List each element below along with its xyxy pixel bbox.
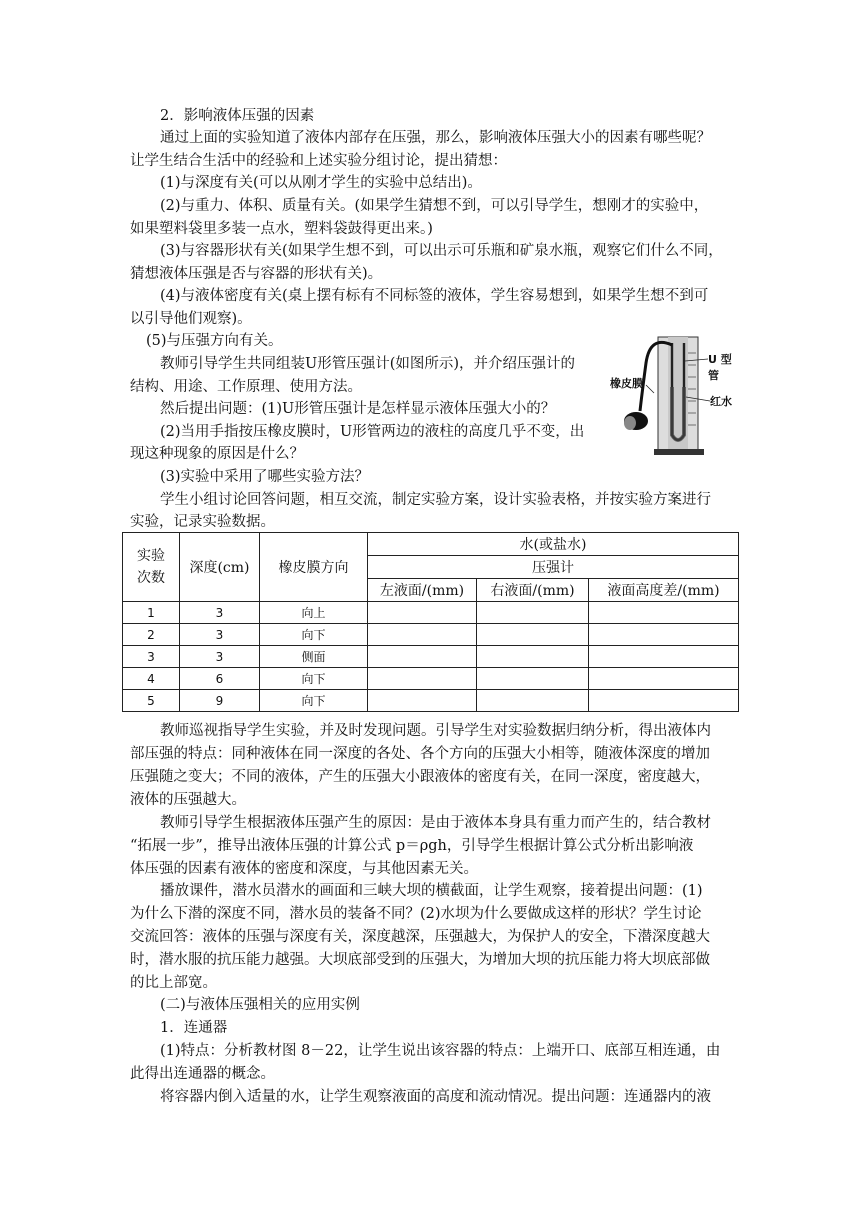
header-depth: 深度(cm): [180, 533, 260, 602]
cell-empty: [368, 624, 477, 646]
paragraph-line: (1)与深度有关(可以从刚才学生的实验中总结出)。: [160, 175, 482, 191]
paragraph-line: 教师引导学生共同组装U形管压强计(如图所示)，并介绍压强计的: [160, 356, 576, 372]
header-trial-count: 实验次数: [123, 533, 180, 602]
cell-depth: 3: [180, 624, 260, 646]
section-heading: 2．影响液体压强的因素: [160, 108, 315, 124]
table-row: [123, 602, 739, 624]
cell-direction: 向下: [260, 668, 368, 690]
paragraph-line: 液体的压强越大。: [130, 792, 246, 808]
cell-empty: [477, 602, 589, 624]
cell-empty: [477, 690, 589, 712]
paragraph-line: (4)与液体密度有关(桌上摆有标有不同标签的液体，学生容易想到，如果学生想不到可: [160, 288, 709, 304]
cell-empty: [368, 646, 477, 668]
paragraph-line: 为什么下潜的深度不同，潜水员的装备不同？(2)水坝为什么要做成这样的形状？学生讨论: [130, 906, 702, 922]
paragraph-line: 压强随之变大；不同的液体，产生的压强大小跟液体的密度有关，在同一深度，密度越大，: [130, 769, 710, 785]
cell-empty: [368, 668, 477, 690]
subsection-heading: (二)与液体压强相关的应用实例: [160, 997, 360, 1013]
header-membrane-direction: 橡皮膜方向: [260, 533, 368, 602]
cell-empty: [589, 624, 739, 646]
table-row: [123, 646, 739, 668]
cell-empty: [589, 690, 739, 712]
cell-depth: 9: [180, 690, 260, 712]
paragraph-line: “拓展一步”，推导出液体压强的计算公式 p＝ρgh，引导学生根据计算公式分析出影响液: [130, 838, 694, 854]
cell-direction: 侧面: [260, 646, 368, 668]
cell-depth: 6: [180, 668, 260, 690]
paragraph-line: 实验，记录实验数据。: [130, 514, 275, 530]
paragraph-line: 教师引导学生根据液体压强产生的原因：是由于液体本身具有重力而产生的，结合教材: [160, 815, 711, 831]
paragraph-line: 交流回答：液体的压强与深度有关，深度越深，压强越大，为保护人的安全，下潜深度越大: [130, 929, 710, 945]
paragraph-line: 时，潜水服的抗压能力越强。大坝底部受到的压强大，为增加大坝的抗压能力将大坝底部做: [130, 952, 710, 968]
u-tube-label: U 型管: [708, 353, 732, 382]
paragraph-line: 如果塑料袋里多装一点水，塑料袋鼓得更出来。): [130, 221, 433, 237]
cell-trial: 4: [123, 668, 180, 690]
header-right-level: 右液面/(mm): [477, 579, 589, 602]
paragraph-line: (3)实验中采用了哪些实验方法？: [160, 469, 370, 485]
cell-empty: [589, 646, 739, 668]
header-liquid: 水(或盐水): [368, 533, 739, 556]
cell-trial: 5: [123, 690, 180, 712]
paragraph-line: 猜想液体压强是否与容器的形状有关)。: [130, 266, 383, 282]
red-water-label: 红水: [710, 395, 732, 408]
paragraph-line: 播放课件，潜水员潜水的画面和三峡大坝的横截面，让学生观察，接着提出问题：(1): [160, 883, 703, 899]
paragraph-line: (1)特点：分析教材图 8－22，让学生说出该容器的特点：上端开口、底部互相连通，由: [160, 1043, 721, 1059]
cell-empty: [589, 668, 739, 690]
paragraph-line: 体压强的因素有液体的密度和深度，与其他因素无关。: [130, 861, 478, 877]
paragraph-line: 结构、用途、工作原理、使用方法。: [130, 379, 362, 395]
paragraph-line: 让学生结合生活中的经验和上述实验分组讨论，提出猜想：: [130, 153, 507, 169]
paragraph-line: (5)与压强方向有关。: [146, 333, 283, 349]
paragraph-line: (2)与重力、体积、质量有关。(如果学生猜想不到，可以引导学生，想刚才的实验中，: [160, 198, 709, 214]
u-tube-manometer-figure: [610, 333, 738, 457]
cell-direction: 向下: [260, 624, 368, 646]
header-gauge: 压强计: [368, 556, 739, 579]
cell-empty: [589, 602, 739, 624]
membrane-label: 橡皮膜: [610, 377, 643, 390]
paragraph-line: 现这种现象的原因是什么？: [130, 446, 304, 462]
paragraph-line: 学生小组讨论回答问题，相互交流，制定实验方案，设计实验表格，并按实验方案进行: [160, 492, 711, 508]
subsection-heading: 1．连通器: [160, 1020, 228, 1036]
table-row: [123, 624, 739, 646]
cell-empty: [477, 624, 589, 646]
paragraph-line: 此得出连通器的概念。: [130, 1066, 275, 1082]
paragraph-line: (3)与容器形状有关(如果学生想不到，可以出示可乐瓶和矿泉水瓶，观察它们什么不同，: [160, 243, 723, 259]
table-row: [123, 690, 739, 712]
cell-empty: [368, 602, 477, 624]
paragraph-line: 的比上部宽。: [130, 975, 217, 991]
cell-empty: [477, 646, 589, 668]
cell-direction: 向上: [260, 602, 368, 624]
cell-empty: [477, 668, 589, 690]
paragraph-line: 然后提出问题：(1)U形管压强计是怎样显示液体压强大小的？: [160, 401, 556, 417]
cell-trial: 3: [123, 646, 180, 668]
paragraph-line: 通过上面的实验知道了液体内部存在压强，那么，影响液体压强大小的因素有哪些呢？: [160, 130, 711, 146]
header-level-difference: 液面高度差/(mm): [589, 579, 739, 602]
cell-trial: 1: [123, 602, 180, 624]
paragraph-line: 教师巡视指导学生实验，并及时发现问题。引导学生对实验数据归纳分析，得出液体内: [160, 723, 711, 739]
cell-depth: 3: [180, 646, 260, 668]
cell-direction: 向下: [260, 690, 368, 712]
cell-trial: 2: [123, 624, 180, 646]
paragraph-line: 将容器内倒入适量的水，让学生观察液面的高度和流动情况。提出问题：连通器内的液: [160, 1089, 711, 1105]
cell-depth: 3: [180, 602, 260, 624]
experiment-record-table: [122, 532, 739, 712]
paragraph-line: 部压强的特点：同种液体在同一深度的各处、各个方向的压强大小相等，随液体深度的增加: [130, 746, 710, 762]
paragraph-line: 以引导他们观察)。: [130, 311, 252, 327]
paragraph-line: (2)当用手指按压橡皮膜时，U形管两边的液柱的高度几乎不变，出: [160, 424, 585, 440]
table-row: [123, 668, 739, 690]
header-left-level: 左液面/(mm): [368, 579, 477, 602]
cell-empty: [368, 690, 477, 712]
